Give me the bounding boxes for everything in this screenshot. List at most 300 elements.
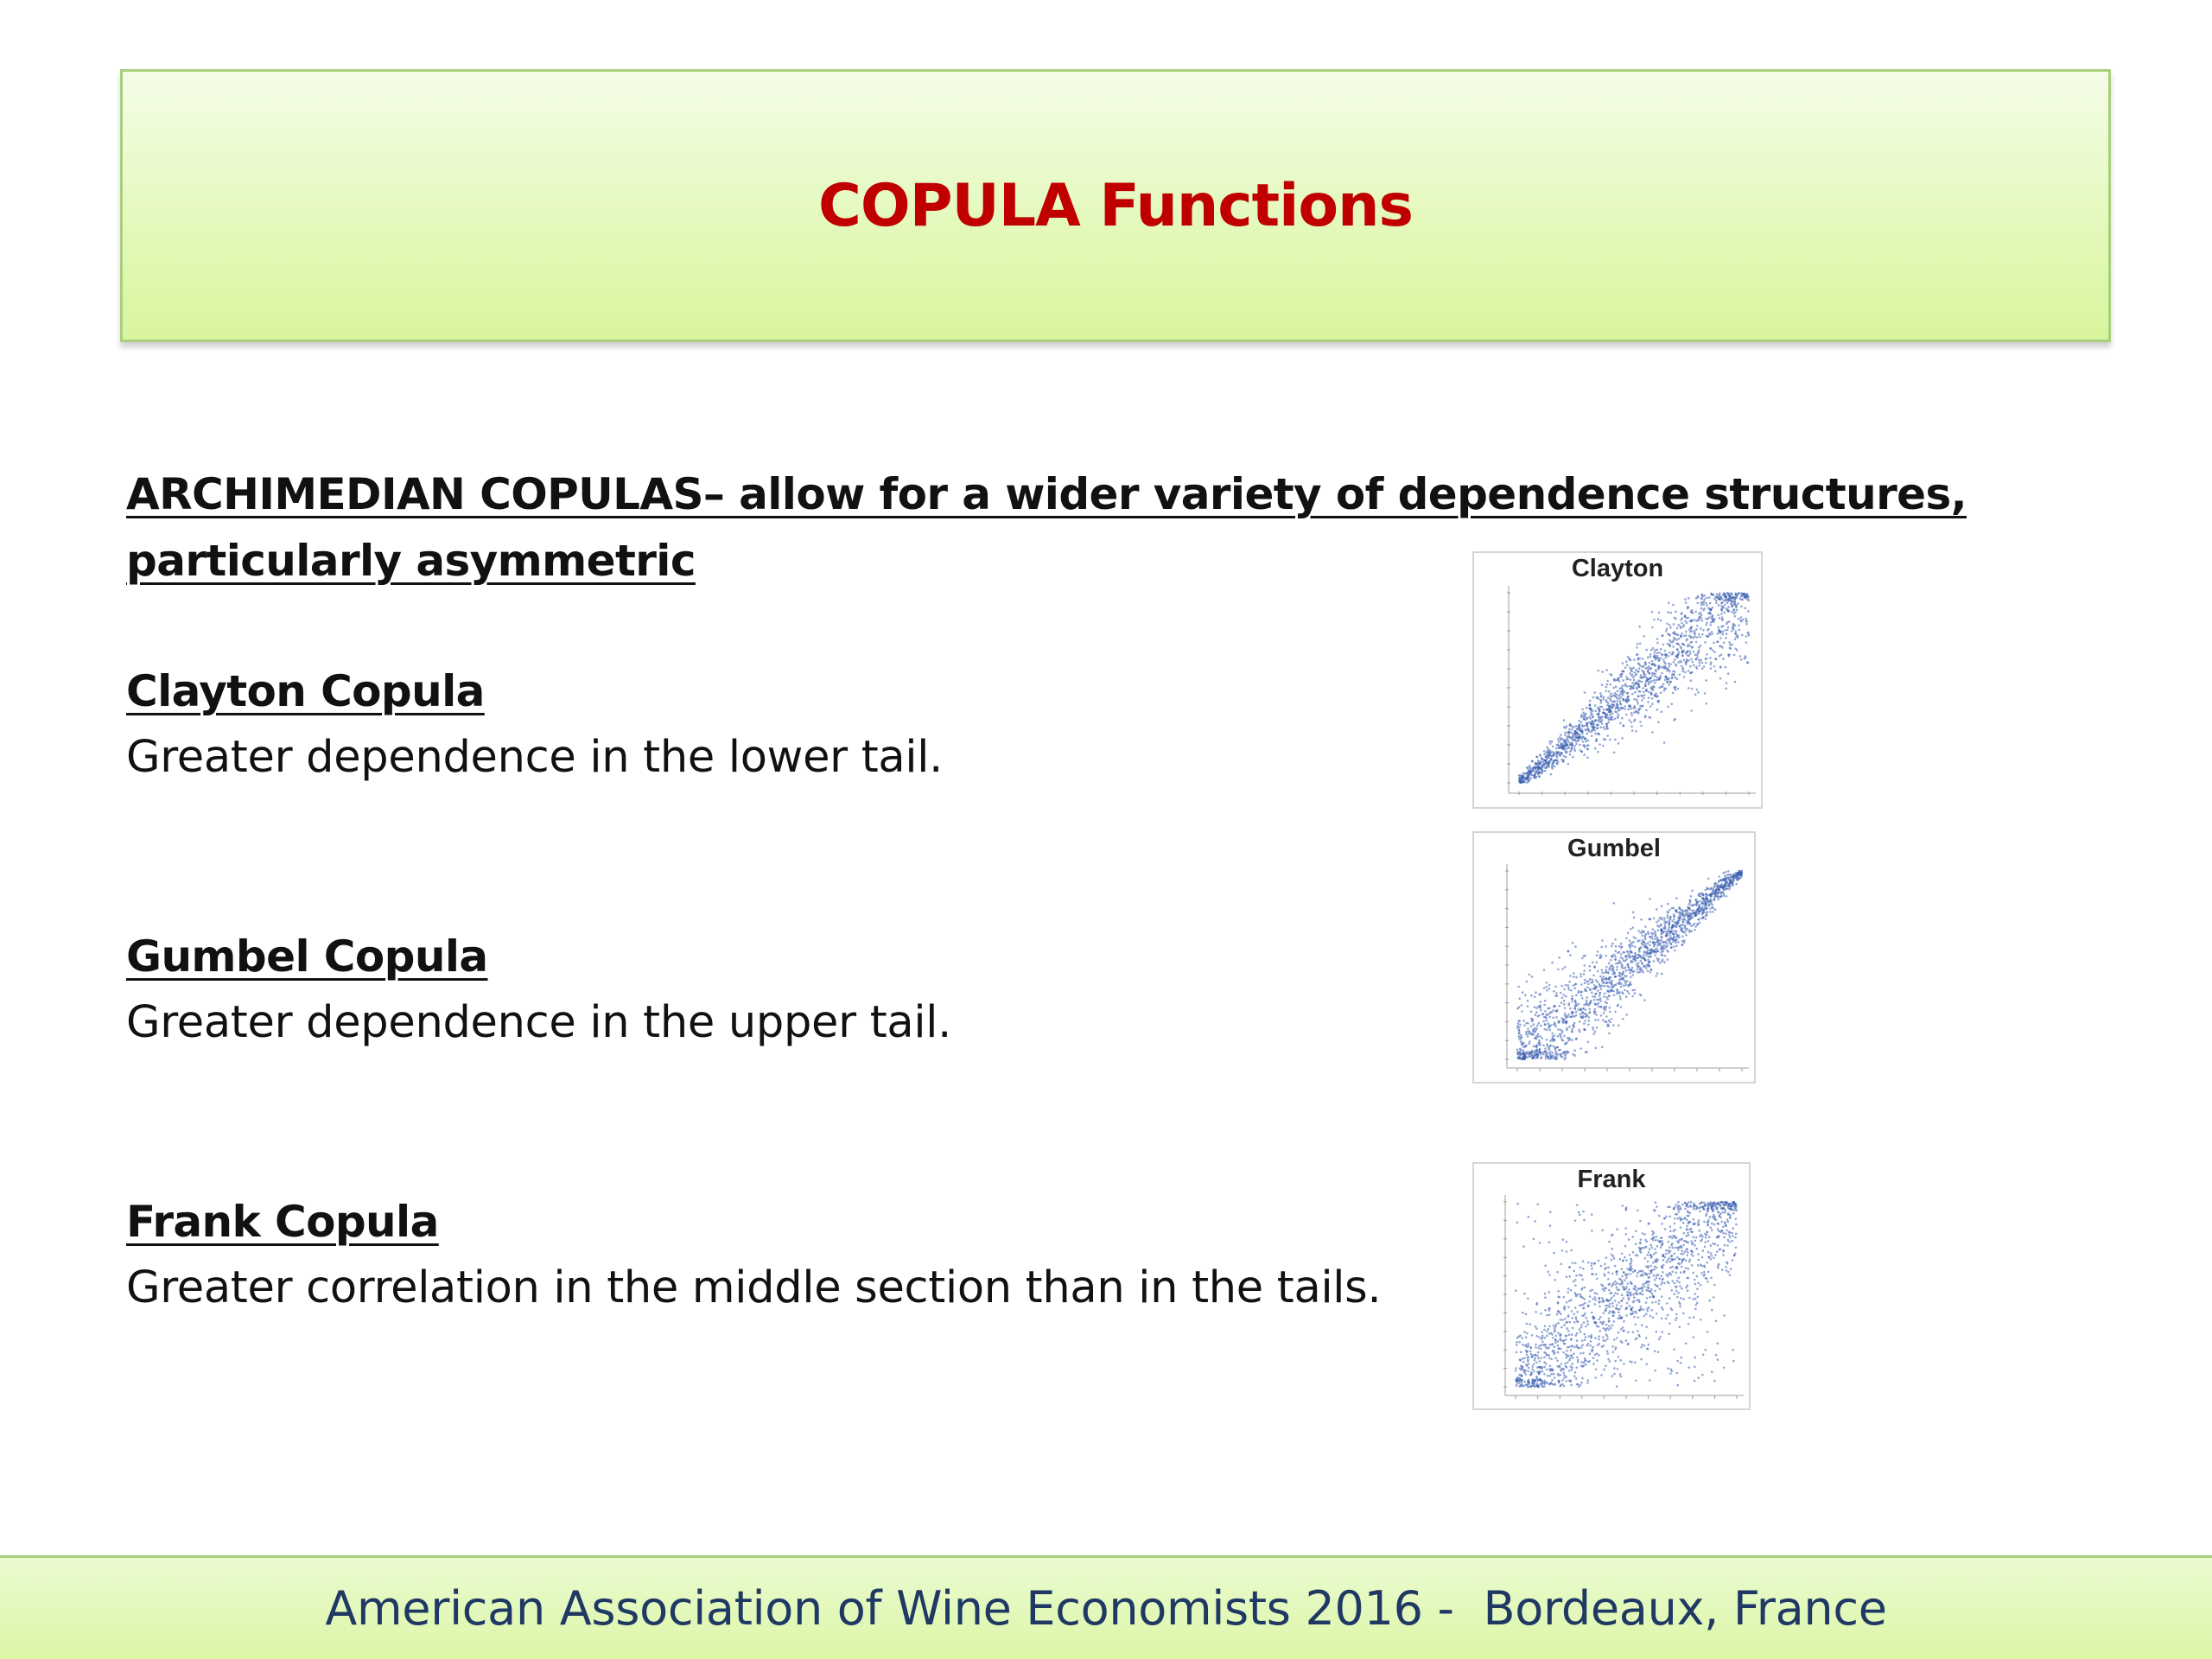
scatter-point xyxy=(1531,1356,1534,1358)
scatter-point xyxy=(1631,995,1634,998)
scatter-point xyxy=(1598,1354,1600,1357)
scatter-point xyxy=(1525,1022,1528,1025)
scatter-point xyxy=(1543,753,1546,756)
scatter-point xyxy=(1653,960,1656,963)
scatter-point xyxy=(1635,1243,1637,1246)
scatter-point xyxy=(1645,1313,1648,1315)
scatter-point xyxy=(1657,666,1660,669)
scatter-point xyxy=(1592,975,1595,977)
scatter-point xyxy=(1701,620,1704,622)
scatter-point xyxy=(1639,994,1642,996)
scatter-point xyxy=(1648,1306,1650,1309)
scatter-point xyxy=(1517,1053,1520,1056)
scatter-point xyxy=(1688,645,1691,647)
scatter-point xyxy=(1705,662,1707,664)
scatter-point xyxy=(1573,1321,1576,1324)
scatter-point xyxy=(1594,704,1597,707)
scatter-point xyxy=(1646,1254,1649,1256)
scatter-point xyxy=(1548,1332,1551,1335)
scatter-point xyxy=(1574,1007,1577,1009)
scatter-point xyxy=(1605,701,1608,703)
scatter-point xyxy=(1707,1231,1709,1234)
scatter-point xyxy=(1580,1304,1583,1306)
scatter-point xyxy=(1637,930,1640,932)
scatter-point xyxy=(1574,1279,1577,1281)
scatter-point xyxy=(1572,1011,1574,1014)
scatter-point xyxy=(1599,1343,1601,1345)
scatter-point xyxy=(1552,764,1554,766)
scatter-point xyxy=(1585,1051,1587,1053)
scatter-point xyxy=(1642,1283,1644,1286)
scatter-point xyxy=(1674,1217,1676,1220)
scatter-point xyxy=(1565,1376,1567,1378)
scatter-point xyxy=(1518,1035,1521,1038)
scatter-point xyxy=(1629,1305,1631,1307)
scatter-point xyxy=(1535,1007,1538,1009)
scatter-point xyxy=(1637,968,1639,970)
scatter-point xyxy=(1574,1262,1577,1265)
scatter-point xyxy=(1582,741,1585,743)
scatter-point xyxy=(1717,632,1719,635)
scatter-point xyxy=(1630,1269,1632,1272)
scatter-point xyxy=(1566,1366,1568,1369)
slide-title: COPULA Functions xyxy=(817,171,1413,240)
scatter-point xyxy=(1726,1269,1728,1272)
scatter-point xyxy=(1709,634,1712,637)
scatter-point xyxy=(1634,691,1637,694)
scatter-point xyxy=(1654,1279,1656,1281)
scatter-point xyxy=(1628,985,1630,988)
scatter-point xyxy=(1643,1344,1646,1347)
scatter-point xyxy=(1541,1331,1543,1333)
scatter-point xyxy=(1620,1305,1623,1307)
scatter-point xyxy=(1563,988,1566,991)
scatter-point xyxy=(1705,1277,1707,1280)
scatter-point xyxy=(1535,1011,1538,1014)
scatter-point xyxy=(1554,1338,1557,1341)
scatter-point xyxy=(1650,1247,1653,1249)
scatter-point xyxy=(1643,665,1645,668)
scatter-point xyxy=(1630,951,1633,954)
scatter-point xyxy=(1689,652,1692,655)
scatter-point xyxy=(1576,1339,1579,1342)
scatter-point xyxy=(1662,685,1664,688)
scatter-point xyxy=(1703,1266,1706,1268)
gumbel-scatter-plot xyxy=(1472,831,1756,1084)
scatter-point xyxy=(1599,1000,1602,1002)
scatter-point xyxy=(1697,652,1700,654)
scatter-point xyxy=(1723,1236,1726,1239)
scatter-point xyxy=(1527,1035,1529,1038)
scatter-point xyxy=(1573,1375,1576,1377)
scatter-point xyxy=(1695,665,1698,668)
scatter-point xyxy=(1653,1209,1656,1211)
scatter-point xyxy=(1620,676,1623,678)
scatter-point xyxy=(1582,1211,1585,1213)
scatter-point xyxy=(1681,929,1683,931)
scatter-point xyxy=(1608,1241,1611,1243)
scatter-point xyxy=(1729,647,1732,650)
scatter-point xyxy=(1573,1022,1576,1025)
scatter-point xyxy=(1680,1218,1682,1221)
scatter-point xyxy=(1656,1285,1659,1287)
scatter-point xyxy=(1620,953,1623,956)
scatter-point xyxy=(1725,1233,1727,1236)
scatter-point xyxy=(1554,1342,1557,1344)
scatter-point xyxy=(1526,1056,1529,1058)
scatter-point xyxy=(1669,665,1671,668)
scatter-point xyxy=(1695,1304,1698,1306)
scatter-point xyxy=(1716,896,1719,899)
scatter-point xyxy=(1586,1320,1589,1323)
scatter-point xyxy=(1732,628,1735,631)
scatter-point xyxy=(1580,976,1582,978)
scatter-point xyxy=(1633,1296,1636,1299)
scatter-point xyxy=(1733,1209,1736,1211)
scatter-point xyxy=(1637,971,1639,974)
scatter-point xyxy=(1712,911,1714,913)
scatter-point xyxy=(1732,1240,1734,1243)
scatter-point xyxy=(1711,1370,1713,1373)
scatter-point xyxy=(1624,1227,1627,1230)
scatter-point xyxy=(1707,635,1709,638)
scatter-point xyxy=(1594,1047,1597,1050)
scatter-point xyxy=(1523,1331,1526,1333)
scatter-point xyxy=(1678,937,1681,939)
scatter-point xyxy=(1522,1361,1525,1363)
scatter-point xyxy=(1653,1296,1656,1299)
scatter-point xyxy=(1605,969,1608,971)
scatter-point xyxy=(1611,1254,1613,1256)
scatter-point xyxy=(1617,1005,1619,1007)
scatter-point xyxy=(1703,594,1706,597)
scatter-point xyxy=(1610,1299,1612,1301)
scatter-point xyxy=(1549,1211,1552,1213)
scatter-point xyxy=(1700,1319,1702,1321)
scatter-point xyxy=(1576,1357,1579,1359)
scatter-point xyxy=(1571,1027,1573,1030)
scatter-point xyxy=(1638,1334,1641,1337)
scatter-point xyxy=(1664,650,1667,652)
scatter-point xyxy=(1731,600,1733,602)
scatter-point xyxy=(1543,1004,1546,1007)
scatter-point xyxy=(1611,1351,1614,1354)
scatter-point xyxy=(1649,1290,1652,1293)
scatter-point xyxy=(1727,1213,1730,1216)
scatter-point xyxy=(1553,1252,1555,1255)
scatter-point xyxy=(1694,1307,1697,1310)
scatter-point xyxy=(1553,1325,1555,1327)
scatter-point xyxy=(1541,772,1543,775)
scatter-point xyxy=(1689,631,1692,633)
scatter-point xyxy=(1665,1253,1668,1255)
scatter-point xyxy=(1697,602,1700,605)
scatter-point xyxy=(1574,1285,1577,1287)
scatter-point xyxy=(1618,1289,1620,1292)
scatter-point xyxy=(1589,1344,1592,1347)
scatter-point xyxy=(1677,1208,1680,1211)
scatter-point xyxy=(1549,1370,1552,1372)
scatter-point xyxy=(1637,1272,1639,1274)
scatter-point xyxy=(1679,1285,1681,1287)
scatter-point xyxy=(1531,1365,1534,1368)
scatter-point xyxy=(1688,921,1690,924)
scatter-point xyxy=(1673,1348,1675,1351)
scatter-point xyxy=(1557,738,1560,741)
scatter-point xyxy=(1624,666,1627,669)
scatter-point xyxy=(1572,1327,1574,1330)
scatter-point xyxy=(1571,1001,1573,1003)
scatter-point xyxy=(1560,1368,1563,1370)
scatter-point xyxy=(1630,708,1632,710)
scatter-point xyxy=(1520,1034,1522,1037)
scatter-point xyxy=(1696,1287,1699,1290)
scatter-point xyxy=(1726,880,1729,883)
scatter-point xyxy=(1697,1259,1700,1262)
scatter-point xyxy=(1669,1206,1671,1209)
scatter-point xyxy=(1618,1308,1621,1311)
scatter-point xyxy=(1594,1303,1597,1306)
scatter-point xyxy=(1654,676,1656,678)
scatter-point xyxy=(1655,669,1657,671)
scatter-point xyxy=(1609,739,1611,741)
scatter-point xyxy=(1562,1238,1565,1241)
scatter-point xyxy=(1586,724,1589,727)
scatter-point xyxy=(1516,1341,1518,1344)
scatter-point xyxy=(1639,1293,1642,1295)
scatter-point xyxy=(1608,690,1611,693)
scatter-point xyxy=(1680,1271,1682,1274)
scatter-point xyxy=(1697,1376,1700,1379)
scatter-point xyxy=(1566,1380,1568,1382)
scatter-point xyxy=(1600,699,1603,702)
scatter-point xyxy=(1544,1028,1547,1031)
scatter-point xyxy=(1671,676,1674,678)
scatter-point xyxy=(1546,1354,1548,1357)
scatter-point xyxy=(1699,900,1701,903)
scatter-point xyxy=(1618,714,1620,716)
scatter-point xyxy=(1727,1220,1730,1223)
scatter-point xyxy=(1535,1362,1538,1364)
scatter-point xyxy=(1729,1205,1732,1207)
scatter-point xyxy=(1539,1242,1541,1244)
scatter-point xyxy=(1707,1281,1709,1283)
scatter-point xyxy=(1723,1314,1726,1317)
scatter-point xyxy=(1726,1262,1728,1264)
scatter-point xyxy=(1572,1262,1574,1264)
scatter-point xyxy=(1638,939,1641,942)
scatter-point xyxy=(1582,1260,1585,1262)
scatter-point xyxy=(1526,1364,1529,1367)
scatter-point xyxy=(1671,703,1674,706)
scatter-point xyxy=(1639,690,1642,693)
scatter-point xyxy=(1557,1290,1560,1293)
scatter-point xyxy=(1538,1336,1541,1338)
scatter-point xyxy=(1678,644,1681,646)
scatter-point xyxy=(1578,1386,1580,1389)
scatter-point xyxy=(1597,989,1599,992)
scatter-point xyxy=(1565,756,1567,759)
scatter-point xyxy=(1673,623,1675,626)
scatter-point xyxy=(1625,995,1628,998)
scatter-point xyxy=(1613,1320,1616,1323)
scatter-point xyxy=(1713,1216,1716,1218)
scatter-point xyxy=(1697,1253,1700,1255)
scatter-point xyxy=(1630,688,1632,690)
scatter-point xyxy=(1627,965,1630,968)
scatter-point xyxy=(1638,1300,1641,1302)
scatter-point xyxy=(1674,1258,1676,1261)
scatter-point xyxy=(1719,666,1722,669)
scatter-point xyxy=(1737,874,1739,876)
scatter-point xyxy=(1739,655,1742,658)
scatter-point xyxy=(1661,1265,1663,1268)
scatter-point xyxy=(1556,1365,1559,1368)
scatter-point xyxy=(1656,655,1659,658)
scatter-point xyxy=(1661,960,1663,963)
scatter-point xyxy=(1560,1263,1562,1266)
scatter-point xyxy=(1692,1255,1694,1257)
scatter-point xyxy=(1672,645,1675,648)
scatter-point xyxy=(1562,1369,1565,1371)
scatter-point xyxy=(1656,1277,1658,1280)
scatter-point xyxy=(1688,929,1691,931)
scatter-point xyxy=(1692,912,1694,915)
scatter-point xyxy=(1649,940,1651,943)
scatter-point xyxy=(1590,1000,1592,1002)
scatter-point xyxy=(1517,1057,1520,1059)
scatter-point xyxy=(1560,1017,1563,1020)
scatter-point xyxy=(1649,936,1652,938)
scatter-point xyxy=(1616,702,1618,705)
scatter-point xyxy=(1677,661,1680,664)
scatter-point xyxy=(1659,942,1662,944)
scatter-point xyxy=(1713,1203,1716,1205)
scatter-point xyxy=(1635,1338,1637,1341)
scatter-point xyxy=(1737,877,1739,880)
scatter-point xyxy=(1734,1206,1737,1209)
scatter-point xyxy=(1578,720,1580,722)
scatter-point xyxy=(1658,612,1661,614)
scatter-point xyxy=(1549,1039,1552,1042)
scatter-point xyxy=(1582,1007,1585,1010)
scatter-point xyxy=(1580,1295,1582,1298)
scatter-point xyxy=(1644,661,1647,664)
scatter-point xyxy=(1629,672,1631,675)
scatter-point xyxy=(1723,593,1726,595)
scatter-point xyxy=(1516,1384,1518,1387)
scatter-point xyxy=(1549,743,1552,746)
scatter-point xyxy=(1617,707,1619,709)
scatter-point xyxy=(1561,968,1564,970)
scatter-point xyxy=(1734,1236,1737,1239)
scatter-point xyxy=(1675,655,1678,658)
scatter-point xyxy=(1622,973,1624,976)
scatter-point xyxy=(1621,737,1624,740)
scatter-point xyxy=(1536,763,1539,766)
scatter-point xyxy=(1626,1291,1629,1294)
scatter-point xyxy=(1580,1009,1582,1012)
scatter-point xyxy=(1681,1287,1683,1290)
scatter-point xyxy=(1734,1253,1737,1255)
scatter-point xyxy=(1698,658,1700,661)
scatter-point xyxy=(1634,958,1637,961)
scatter-point xyxy=(1649,971,1652,974)
scatter-point xyxy=(1732,1259,1734,1262)
scatter-point xyxy=(1593,965,1596,968)
scatter-point xyxy=(1688,617,1690,620)
gumbel-description: Greater dependence in the upper tail. xyxy=(126,997,952,1048)
scatter-point xyxy=(1675,911,1678,913)
scatter-point xyxy=(1659,962,1662,964)
scatter-point xyxy=(1592,1357,1595,1359)
scatter-point xyxy=(1675,633,1678,636)
scatter-point xyxy=(1676,639,1679,641)
scatter-point xyxy=(1670,1244,1673,1247)
scatter-point xyxy=(1671,1237,1674,1240)
scatter-point xyxy=(1679,1205,1681,1208)
scatter-point xyxy=(1605,1305,1607,1307)
frank-ticks xyxy=(1503,1202,1737,1399)
scatter-point xyxy=(1586,986,1589,988)
scatter-point xyxy=(1659,686,1662,689)
scatter-point xyxy=(1587,1041,1590,1044)
scatter-point xyxy=(1680,661,1682,664)
scatter-point xyxy=(1632,1236,1635,1238)
scatter-point xyxy=(1609,1011,1611,1014)
scatter-point xyxy=(1613,1257,1616,1260)
scatter-point xyxy=(1644,959,1647,962)
scatter-point xyxy=(1696,924,1699,926)
scatter-point xyxy=(1678,638,1681,640)
scatter-point xyxy=(1677,917,1680,919)
scatter-point xyxy=(1626,990,1629,993)
scatter-point xyxy=(1614,1360,1617,1363)
scatter-point xyxy=(1707,905,1710,907)
scatter-point xyxy=(1578,739,1580,741)
scatter-point xyxy=(1683,1217,1686,1220)
scatter-point xyxy=(1693,664,1695,667)
scatter-point xyxy=(1601,1297,1604,1300)
scatter-point xyxy=(1586,1344,1589,1347)
scatter-point xyxy=(1614,958,1617,961)
scatter-point xyxy=(1605,715,1607,718)
scatter-point xyxy=(1647,1284,1649,1287)
scatter-point xyxy=(1629,719,1631,721)
scatter-point xyxy=(1669,938,1671,940)
scatter-point xyxy=(1742,598,1745,601)
scatter-point xyxy=(1649,705,1652,708)
scatter-point xyxy=(1633,671,1636,674)
scatter-point xyxy=(1592,1363,1595,1365)
scatter-point xyxy=(1605,945,1607,948)
scatter-point xyxy=(1740,606,1743,608)
scatter-point xyxy=(1536,1025,1539,1027)
scatter-point xyxy=(1571,732,1573,734)
scatter-point xyxy=(1695,658,1698,661)
scatter-point xyxy=(1643,673,1645,676)
scatter-point xyxy=(1672,1247,1675,1249)
scatter-point xyxy=(1576,1205,1579,1207)
scatter-point xyxy=(1624,989,1626,992)
scatter-point xyxy=(1713,883,1716,886)
scatter-point xyxy=(1526,1332,1529,1335)
scatter-point xyxy=(1677,624,1680,626)
scatter-point xyxy=(1648,918,1650,920)
scatter-point xyxy=(1667,914,1669,917)
scatter-point xyxy=(1531,1369,1534,1371)
scatter-point xyxy=(1700,1240,1702,1243)
